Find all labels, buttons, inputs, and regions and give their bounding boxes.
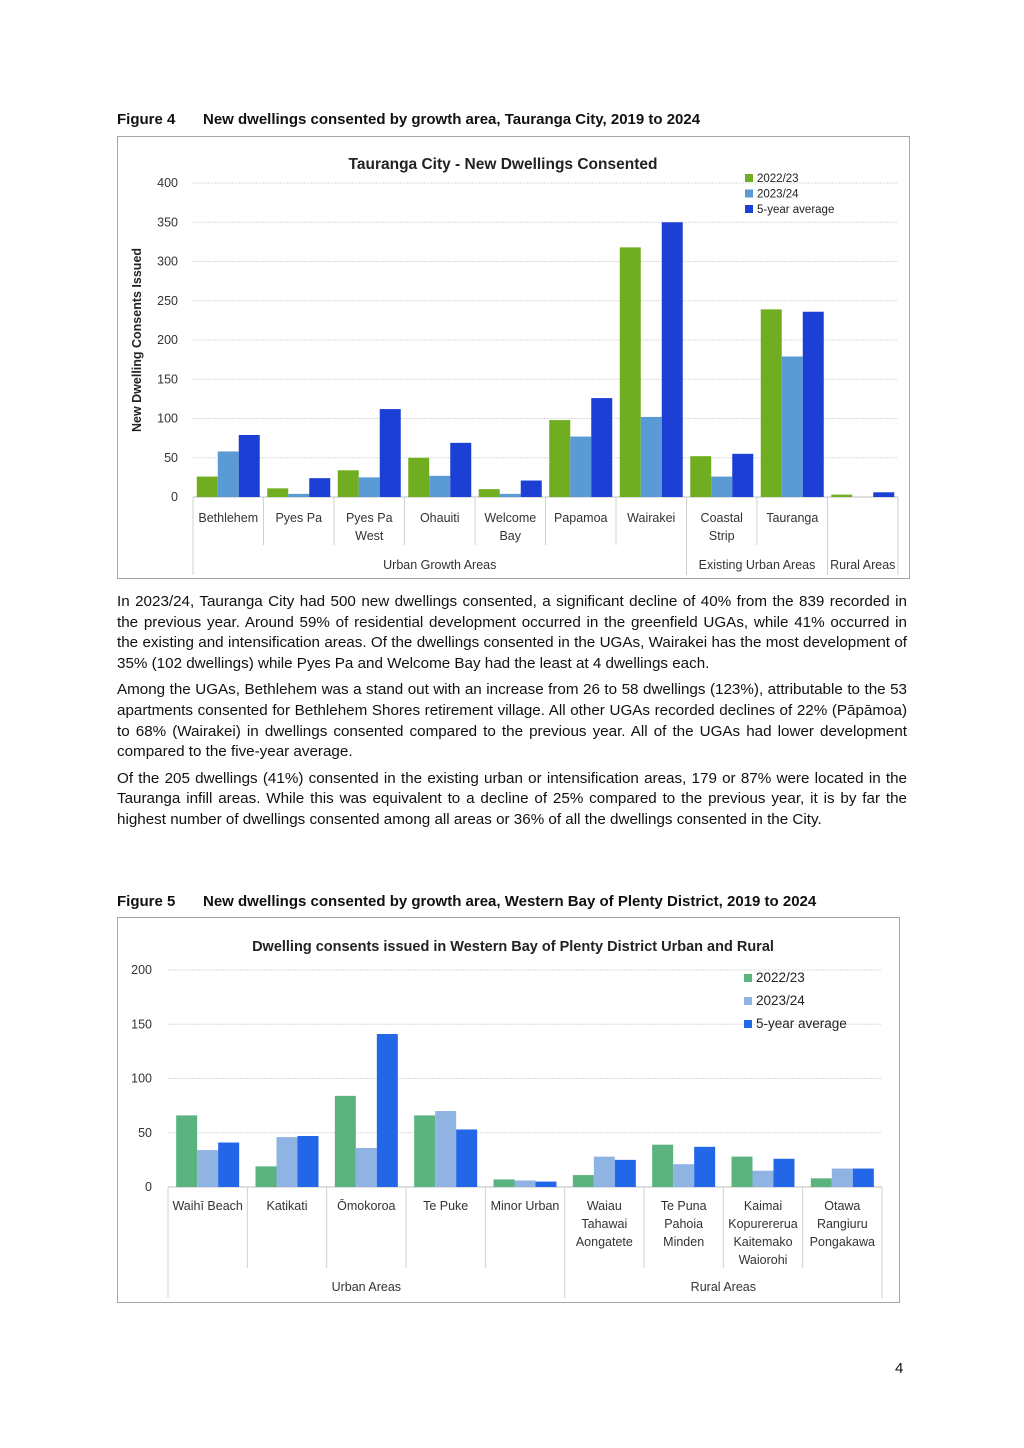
legend-swatch [745,205,753,213]
category-label: Papamoa [553,511,608,525]
bar-2023-24 [570,437,591,497]
chart-title: Dwelling consents issued in Western Bay of Plenty District Urban and Rural [252,939,774,955]
category-label: Aongatete [575,1235,633,1249]
category-label: Waiorohi [738,1253,788,1267]
category-label: Kopurererua [728,1217,798,1231]
y-tick-label: 150 [131,1017,152,1032]
group-label: Urban Areas [331,1280,402,1294]
bar-2022-23 [811,1178,832,1187]
y-tick-label: 50 [138,1125,152,1140]
group-label: Rural Areas [690,1280,756,1294]
category-label: Te Puke [423,1199,469,1213]
bar-2023-24 [435,1111,456,1187]
bar-2022-23 [620,247,641,497]
legend-label: 2022/23 [757,173,799,185]
legend-label: 5-year average [756,1016,847,1031]
bar-5-year-average [853,1169,874,1187]
category-label: Te Puna [660,1199,707,1213]
paragraph-1: In 2023/24, Tauranga City had 500 new dwellings consented, a significant decline of 40% from the 839 recorded in the previous year. Around 59% of residential development occurred in the greenfield UGAs, while 41% occurred in the existing and intensification areas. Of the dwellings consented in the UGAs, Wairakei has the most development of 35% (102 dwellings) while Pyes Pa and Welcome Bay had the least at 4 dwellings each. [117,593,907,672]
bar-2023-24 [356,1148,377,1187]
y-tick-label: 200 [131,963,152,977]
category-label: Otawa [824,1199,861,1213]
bar-2022-23 [176,1115,197,1187]
y-axis-title: New Dwelling Consents Issued [130,247,144,433]
bar-2022-23 [690,456,711,497]
bar-2023-24 [641,417,662,497]
legend-label: 2022/23 [756,970,805,985]
category-label: Kaimai [743,1199,783,1213]
group-label: Existing Urban Areas [698,558,816,572]
bar-5-year-average [873,492,894,497]
bar-2022-23 [652,1145,673,1187]
legend-swatch [744,1020,752,1028]
y-tick-label: 250 [157,293,178,308]
legend-swatch [744,997,752,1005]
bar-2023-24 [500,494,521,497]
bar-2023-24 [197,1150,218,1187]
y-tick-label: 0 [145,1180,152,1194]
bar-5-year-average [456,1129,477,1187]
bar-5-year-average [298,1136,319,1187]
bar-2022-23 [761,309,782,497]
bar-2023-24 [673,1164,694,1187]
paragraph-2: Among the UGAs, Bethlehem was a stand out with an increase from 26 to 58 dwellings (123%), attributable to the 53 apartments consented for Bethlehem Shores retirement village. All other UGAs recorded declines of 22% (Pāpāmoa) to 68% (Wairakei) in dwellings consented compared to the previous year. All of the UGAs had lower development compared to the five-year average. [117,681,907,761]
bar-2022-23 [831,495,852,497]
category-label: Minden [663,1235,705,1249]
bar-2022-23 [338,470,359,497]
y-tick-label: 100 [157,411,178,426]
bar-5-year-average [615,1160,636,1187]
bar-2023-24 [711,477,732,497]
bar-5-year-average [774,1159,795,1187]
category-label: Welcome [484,511,537,525]
category-label: Pyes Pa [345,511,393,525]
bar-5-year-average [380,409,401,497]
page-number: 4 [895,1360,904,1377]
category-label: Wairakei [627,511,676,525]
group-label: Rural Areas [830,558,896,572]
figure-5-caption [117,893,816,910]
bar-2023-24 [359,477,380,497]
figure-5-chart-frame [117,917,900,1303]
bar-5-year-average [591,398,612,497]
y-tick-label: 50 [164,450,178,465]
bar-5-year-average [803,312,824,497]
bar-2022-23 [408,458,429,497]
bar-2022-23 [197,477,218,497]
category-label: Strip [708,529,735,543]
figure-5-title: New dwellings consented by growth area, Western Bay of Plenty District, 2019 to 2024 [203,893,817,910]
bar-2022-23 [267,488,288,497]
figure-4-title: New dwellings consented by growth area, Tauranga City, 2019 to 2024 [203,111,701,128]
bar-5-year-average [309,478,330,497]
bar-2023-24 [753,1171,774,1187]
y-tick-label: 350 [157,215,178,230]
y-tick-label: 200 [157,333,178,347]
figure-4-caption [117,111,700,128]
category-label: Tauranga [766,511,819,525]
category-label: Pongakawa [809,1235,875,1249]
category-label: Waihī Beach [172,1199,243,1213]
bar-2023-24 [288,494,309,497]
category-label: Waiau [586,1199,622,1213]
bar-2023-24 [782,356,803,497]
category-label: Tahawai [581,1217,628,1231]
category-label: Katikati [266,1199,308,1213]
bar-2022-23 [549,420,570,497]
category-label: Bay [499,529,522,543]
group-label: Urban Growth Areas [383,558,497,572]
legend-label: 2023/24 [757,188,799,201]
category-label: Kaitemako [733,1235,793,1249]
category-label: Ōmokoroa [337,1199,396,1213]
bar-5-year-average [694,1147,715,1187]
legend-swatch [745,174,753,182]
bar-5-year-average [662,222,683,497]
bar-2022-23 [256,1166,277,1187]
bar-5-year-average [450,443,471,497]
bar-2022-23 [494,1179,515,1187]
legend-swatch [745,190,753,198]
tauranga-dwellings-chart [118,137,909,578]
chart-title: Tauranga City - New Dwellings Consented [348,156,658,173]
y-tick-label: 300 [157,254,178,269]
bar-2023-24 [429,476,450,497]
bar-2023-24 [832,1169,853,1187]
bar-5-year-average [377,1034,398,1187]
category-label: Pyes Pa [275,511,323,525]
bar-2022-23 [414,1115,435,1187]
figure-4-chart-frame [117,136,910,579]
bar-2023-24 [218,451,239,497]
legend-swatch [744,974,752,982]
bar-5-year-average [521,481,542,497]
bar-5-year-average [732,454,753,497]
body-text [117,592,907,837]
category-label: West [355,529,384,543]
bar-2022-23 [479,489,500,497]
legend-label: 2023/24 [756,993,805,1008]
category-label: Coastal [700,511,743,525]
category-label: Ohauiti [419,511,460,525]
bar-5-year-average [239,435,260,497]
y-tick-label: 0 [171,490,178,504]
legend-label: 5-year average [757,204,835,216]
paragraph-3: Of the 205 dwellings (41%) consented in the existing urban or intensification areas, 179 or 87% were located in the Tauranga infill areas. While this was equivalent to a decline of 25% compared to the previous year, it is by far the highest number of dwellings consented among all areas or 36% of all the dwellings consented in the City. [117,769,907,828]
bar-2022-23 [732,1157,753,1187]
bar-5-year-average [536,1182,557,1187]
bar-5-year-average [218,1143,239,1187]
category-label: Minor Urban [490,1199,560,1213]
category-label: Bethlehem [198,511,259,525]
bar-2022-23 [335,1096,356,1187]
category-label: Pahoia [664,1217,704,1231]
wbop-dwellings-chart [118,918,899,1302]
figure-4-number: Figure 4 [117,111,176,128]
bar-2023-24 [277,1137,298,1187]
bar-2023-24 [594,1157,615,1187]
category-label: Rangiuru [816,1217,868,1231]
y-tick-label: 400 [157,176,178,190]
figure-5-number: Figure 5 [117,893,176,910]
bar-2022-23 [573,1175,594,1187]
y-tick-label: 150 [157,372,178,387]
bar-2023-24 [515,1180,536,1187]
y-tick-label: 100 [131,1071,152,1086]
